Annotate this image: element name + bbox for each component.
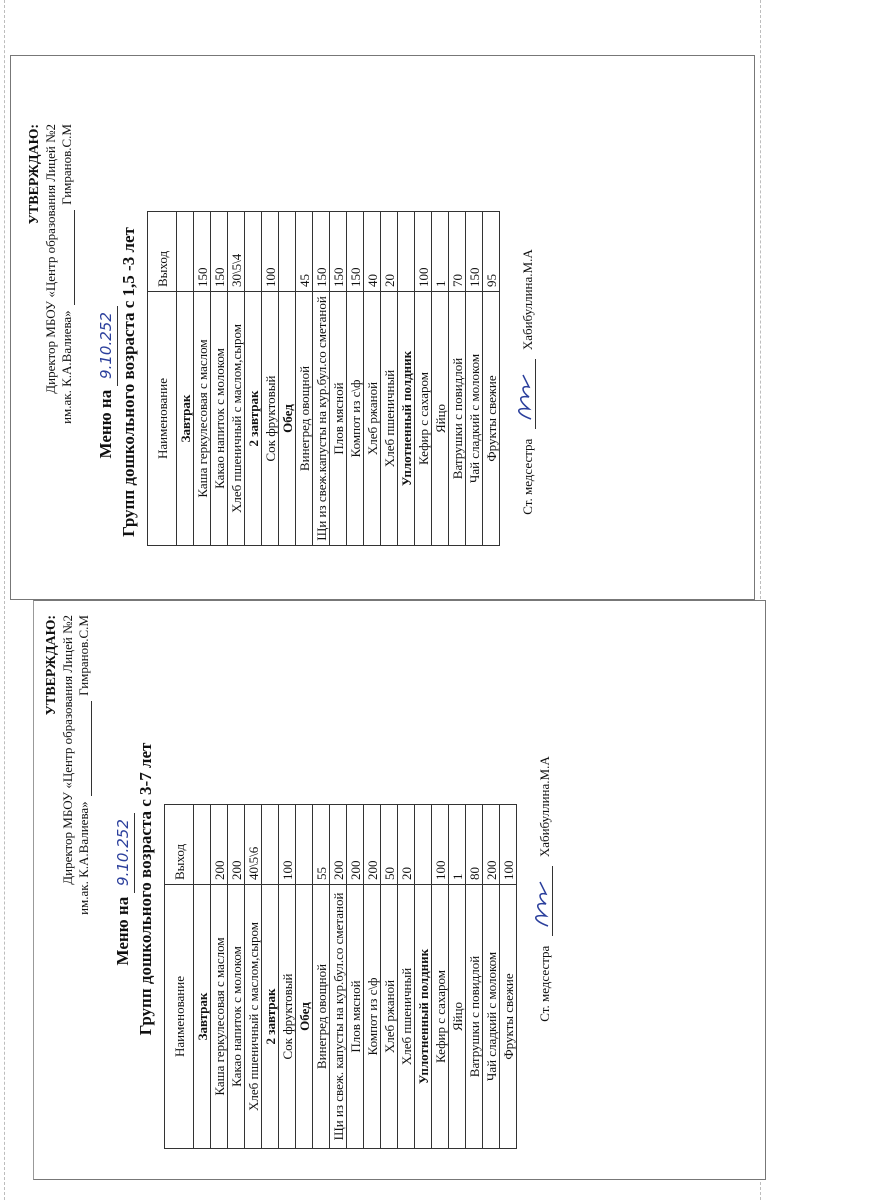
menu-table-body [165,805,517,1149]
table-row [211,212,228,546]
dish-out: 150 [211,212,228,292]
table-row [245,805,262,1149]
section-title: 2 завтрак [262,885,279,1149]
section-row [262,805,279,1149]
dish-out: 100 [500,805,517,885]
dish-name: Ватрушки с повидлой [449,292,466,546]
dish-name: Винегред овощной [296,292,313,546]
table-row [415,212,432,546]
section-out-cell [296,805,313,885]
dish-name: Хлеб ржаной [381,885,398,1149]
table-row [330,805,347,1149]
section-out-cell [279,212,296,292]
dish-out: 100 [415,212,432,292]
dish-out: 40 [364,212,381,292]
dish-name: Щи из свеж.капусты на кур.бул.со сметаной [313,292,330,546]
approval-line1: Директор МБОУ «Центр образования Лицей №2 [43,124,58,394]
table-row [466,805,483,1149]
section-title: Завтрак [177,292,194,546]
menu-sheet-1-5-3 [10,55,755,600]
menu-sheet-3-7 [33,600,766,1180]
dish-out: 95 [483,212,500,292]
table-row [483,805,500,1149]
dish-out: 150 [347,212,364,292]
signature-block [520,118,536,646]
section-row [177,212,194,546]
header-out: Выход [165,805,194,885]
approval-title: УТВЕРЖДАЮ: [27,124,42,225]
signature-name: Хабибуллина.М.А [537,756,552,858]
dish-name: Кефир с сахаром [415,292,432,546]
signature-role: Ст. медсестра [520,438,535,515]
dish-name: Плов мясной [330,292,347,546]
dish-name: Сок фруктовый [279,885,296,1149]
table-header-row [165,805,194,1149]
dish-out: 200 [347,805,364,885]
dish-name: Винегред овощной [313,885,330,1149]
section-row [296,805,313,1149]
dish-name: Каша геркулесовая с маслом [194,292,211,546]
dish-out: 100 [279,805,296,885]
table-row [398,805,415,1149]
dish-out: 150 [313,212,330,292]
table-row [364,212,381,546]
table-row [347,212,364,546]
scan-edge-line [4,0,5,1200]
table-row [483,212,500,546]
dish-name: Хлеб пшеничный с маслом,сыром [228,292,245,546]
approval-line1: Директор МБОУ «Центр образования Лицей №2 [60,615,75,885]
section-row [279,212,296,546]
menu-table [147,211,500,546]
menu-label: Меню на [96,389,115,459]
table-row [347,805,364,1149]
table-row [449,805,466,1149]
menu-heading [112,609,156,1169]
section-out-cell [415,805,432,885]
signature-line [521,359,536,429]
table-row [228,212,245,546]
dish-out: 45 [296,212,313,292]
menu-heading [95,118,139,646]
dish-name: Какао напиток с молоком [228,885,245,1149]
dish-out: 1 [449,805,466,885]
dish-name: Щи из свеж. капусты на кур.бул.со сметаной [330,885,347,1149]
dish-out: 40\5\6 [245,805,262,885]
section-title: Уплотненный полдник [398,292,415,546]
section-out-cell [177,212,194,292]
section-title: 2 завтрак [245,292,262,546]
handwritten-signature [511,371,537,421]
section-title: Уплотненный полдник [415,885,432,1149]
dish-name: Кефир с сахаром [432,885,449,1149]
menu-table [164,804,517,1149]
dish-name: Яйцо [449,885,466,1149]
dish-name: Фрукты свежие [483,292,500,546]
rotated-content [27,118,757,646]
signature-fill-line [63,210,75,305]
dish-name: Фрукты свежие [500,885,517,1149]
dish-name: Хлеб ржаной [364,292,381,546]
dish-out: 100 [432,805,449,885]
header-name: Наименование [148,292,177,546]
menu-label: Меню на [113,896,132,966]
handwritten-date: 9.10.252 [96,306,118,386]
dish-out: 30\5\4 [228,212,245,292]
table-row [228,805,245,1149]
dish-out: 200 [330,805,347,885]
dish-out: 20 [398,805,415,885]
table-row [279,805,296,1149]
table-row [211,805,228,1149]
approval-line2 [59,124,75,646]
dish-out: 100 [262,212,279,292]
dish-out: 80 [466,805,483,885]
signature-block [537,609,553,1169]
section-out-cell [194,805,211,885]
table-row [330,212,347,546]
section-title: Завтрак [194,885,211,1149]
section-row [194,805,211,1149]
dish-name: Компот из с\ф [347,292,364,546]
dish-out: 200 [483,805,500,885]
table-row [381,212,398,546]
dish-out: 150 [466,212,483,292]
section-out-cell [262,805,279,885]
table-row [313,805,330,1149]
dish-name: Чай сладкий с молоком [466,292,483,546]
dish-out: 200 [211,805,228,885]
dish-name: Яйцо [432,292,449,546]
table-row [262,212,279,546]
rotated-content [44,609,759,1169]
dish-name: Плов мясной [347,885,364,1149]
menu-subtitle: Групп дошкольного возраста с 3-7 лет [136,742,155,1036]
dish-out: 1 [432,212,449,292]
dish-out: 200 [364,805,381,885]
table-header-row [148,212,177,546]
dish-name: Каша геркулесовая с маслом [211,885,228,1149]
dish-name: Какао напиток с молоком [211,292,228,546]
section-title: Обед [296,885,313,1149]
dish-out: 70 [449,212,466,292]
approval-line2-prefix: им.ак. К.А.Валиева» [59,310,74,424]
header-name: Наименование [165,885,194,1149]
signature-line [538,866,553,936]
table-row [432,212,449,546]
dish-out: 200 [228,805,245,885]
approval-title: УТВЕРЖДАЮ: [44,615,59,716]
signature-name: Хабибуллина.М.А [520,249,535,351]
dish-out: 150 [330,212,347,292]
handwritten-date: 9.10.252 [113,813,135,893]
menu-subtitle: Групп дошкольного возраста с 1,5 -3 лет [119,227,138,537]
table-row [296,212,313,546]
approval-block [44,609,92,1169]
dish-name: Компот из с\ф [364,885,381,1149]
table-row [381,805,398,1149]
table-row [449,212,466,546]
signature-fill-line [80,701,92,796]
header-out: Выход [148,212,177,292]
section-out-cell [398,212,415,292]
handwritten-signature [528,878,554,928]
dish-name: Хлеб пшеничный с маслом,сыром [245,885,262,1149]
table-row [432,805,449,1149]
approval-signer: Гимранов.С.М [59,124,74,205]
dish-out: 150 [194,212,211,292]
approval-line2-prefix: им.ак. К.А.Валиева» [76,801,91,915]
dish-name: Хлеб пшеничный [398,885,415,1149]
approval-signer: Гимранов.С.М [76,615,91,696]
table-row [194,212,211,546]
section-row [245,212,262,546]
dish-out: 20 [381,212,398,292]
dish-name: Ватрушки с повидлой [466,885,483,1149]
dish-out: 55 [313,805,330,885]
dish-name: Сок фруктовый [262,292,279,546]
dish-out: 50 [381,805,398,885]
section-row [398,212,415,546]
dish-name: Чай сладкий с молоком [483,885,500,1149]
menu-table-body [148,212,500,546]
dish-name: Хлеб пшеничный [381,292,398,546]
table-row [313,212,330,546]
section-row [415,805,432,1149]
section-out-cell [245,212,262,292]
section-title: Обед [279,292,296,546]
approval-block [27,118,75,646]
table-row [500,805,517,1149]
table-row [466,212,483,546]
approval-line2 [76,615,92,1169]
signature-role: Ст. медсестра [537,945,552,1022]
table-row [364,805,381,1149]
